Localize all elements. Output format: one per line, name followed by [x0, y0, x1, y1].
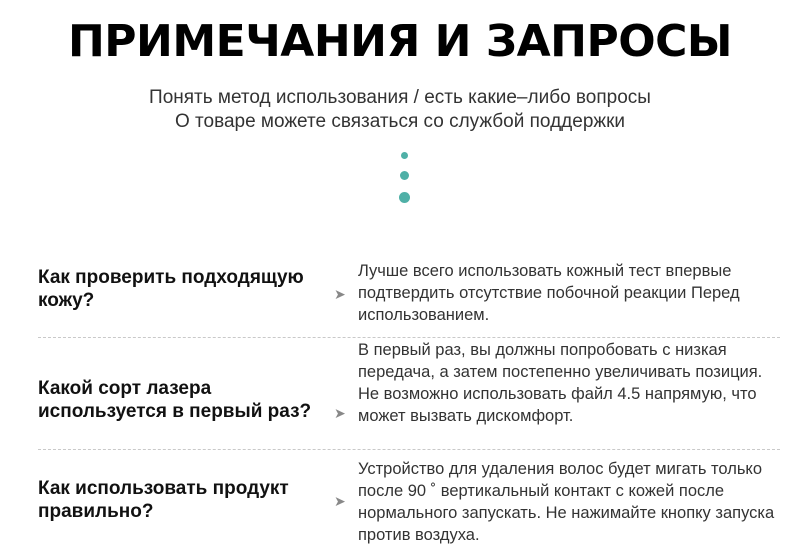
faq-question: Как использовать продукт правильно?: [38, 478, 289, 522]
faq-question: Как проверить подходящую кожу?: [38, 267, 304, 311]
faq-question: Какой сорт лазера используется в первый раз?: [38, 378, 312, 422]
faq-answer: Устройство для удаления волос будет мигать только после 90 ˚ вертикальный контакт с кожей после нормального запускать. Не нажимайте кнопку запуска против воздуха.: [358, 460, 775, 544]
subtitle-line-1: Понять метод использования / есть какие–либо вопросы: [149, 87, 651, 108]
faq-item: [38, 254, 780, 337]
dot-large: [399, 192, 410, 203]
arrow-right-icon: ➤: [334, 493, 346, 509]
subtitle-line-2: О товаре можете связаться со службой поддержки: [174, 111, 626, 132]
faq-answer: В первый раз, вы должны попробовать с низкая передача, а затем постепенно увеличивать позиция. Не возможно использовать файл 4.5 напрямую, что может вызвать дискомфорт.: [358, 341, 763, 425]
faq-answer: Лучше всего использовать кожный тест впервые подтвердить отсутствие побочной реакции Перед использованием.: [358, 262, 740, 324]
faq-item: [38, 337, 780, 449]
dot-medium: [400, 171, 409, 180]
arrow-right-icon: ➤: [334, 286, 346, 302]
arrow-right-icon: ➤: [334, 405, 346, 421]
faq-item: [38, 449, 780, 549]
dot-small: [401, 152, 408, 159]
page-title: ПРИМЕЧАНИЯ И ЗАПРОСЫ: [67, 16, 732, 67]
vertical-dots-icon: [399, 151, 411, 207]
